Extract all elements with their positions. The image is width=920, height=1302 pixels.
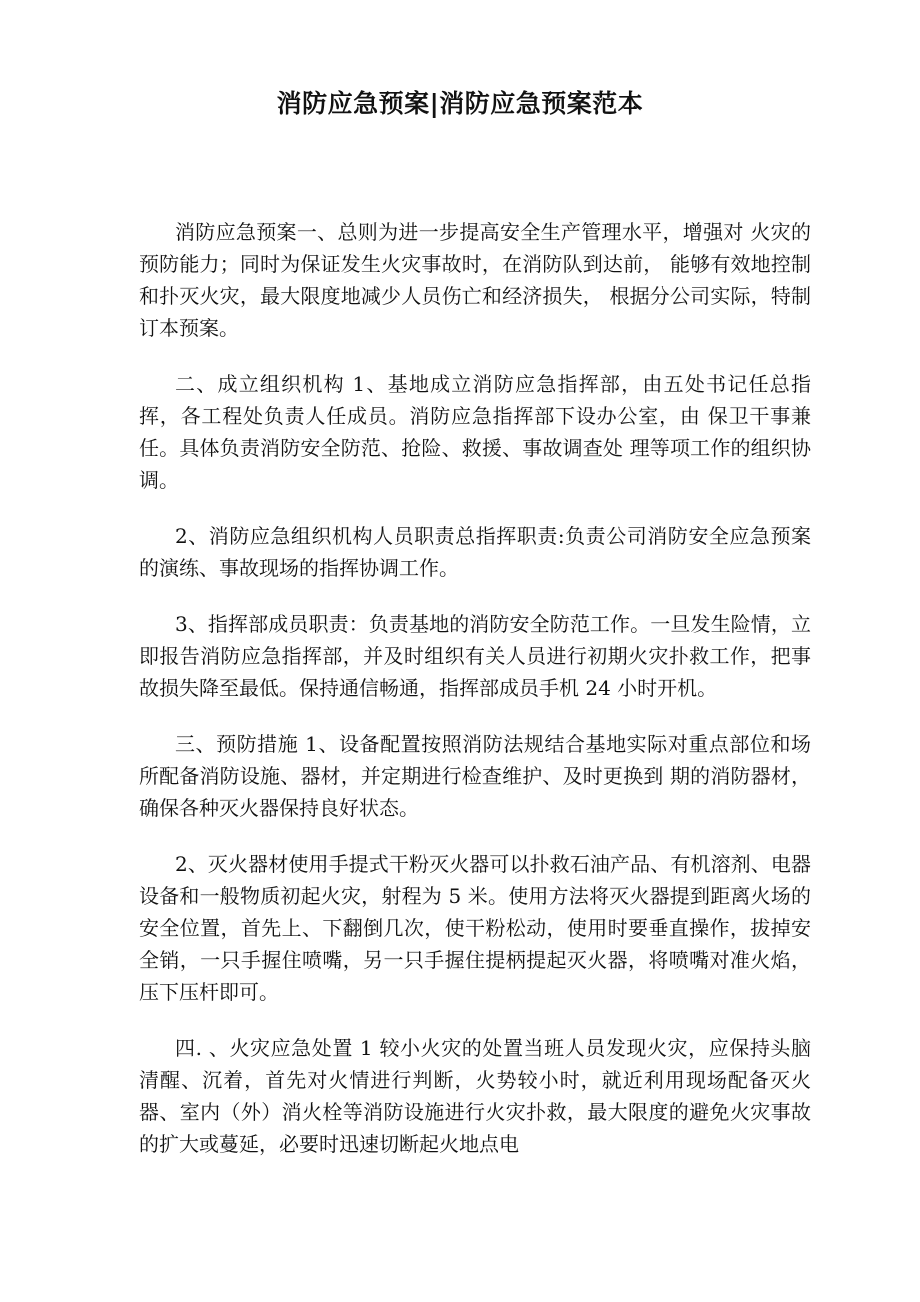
paragraph-organization: 二、成立组织机构 1、基地成立消防应急指挥部，由五处书记任总指挥，各工程处负责人任成员。消防应急指挥部下设办公室，由 保卫干事兼任。具体负责消防安全防范、抢险、救援、事故调查处 理等项工作的组织协调。	[139, 372, 811, 492]
paragraph-fire-response: 四. 、火灾应急处置 1 较小火灾的处置当班人员发现火灾，应保持头脑清醒、沉着，首先对火情进行判断，火势较小时，就近利用现场配备灭火器、室内（外）消火栓等消防设施进行火灾扑救，最大限度的避免火灾事故的扩大或蔓延，必要时迅速切断起火地点电	[139, 1036, 811, 1156]
paragraph-member-duties: 3、指挥部成员职责：负责基地的消防安全防范工作。一旦发生险情，立即报告消防应急指挥部，并及时组织有关人员进行初期火灾扑救工作，把事故损失降至最低。保持通信畅通，指挥部成员手机 24 小时开机。	[139, 612, 811, 700]
document-title: 消防应急预案|消防应急预案范本	[276, 89, 644, 118]
paragraph-extinguisher-usage: 2、灭火器材使用手提式干粉灭火器可以扑救石油产品、有机溶剂、电器设备和一般物质初起火灾，射程为 5 米。使用方法将灭火器提到距离火场的安全位置，首先上、下翻倒几次，使干粉松动，使用时要垂直操作，拔掉安全销，一只手握住喷嘴，另一只手握住提柄提起灭火器，将喷嘴对准火焰，压下压杆即可。	[139, 852, 811, 1004]
paragraph-prevention-measures: 三、预防措施 1、设备配置按照消防法规结合基地实际对重点部位和场所配备消防设施、器材，并定期进行检查维护、及时更换到 期的消防器材，确保各种灭火器保持良好状态。	[139, 732, 811, 820]
document-body	[139, 216, 811, 1184]
paragraph-general-principles: 消防应急预案一、总则为进一步提高安全生产管理水平，增强对 火灾的预防能力；同时为保证发生火灾事故时，在消防队到达前， 能够有效地控制和扑灭火灾，最大限度地减少人员伤亡和经济损失， 根据分公司实际，特制订本预案。	[139, 220, 811, 340]
paragraph-commander-duties: 2、消防应急组织机构人员职责总指挥职责:负责公司消防安全应急预案的演练、事故现场的指挥协调工作。	[139, 524, 811, 580]
